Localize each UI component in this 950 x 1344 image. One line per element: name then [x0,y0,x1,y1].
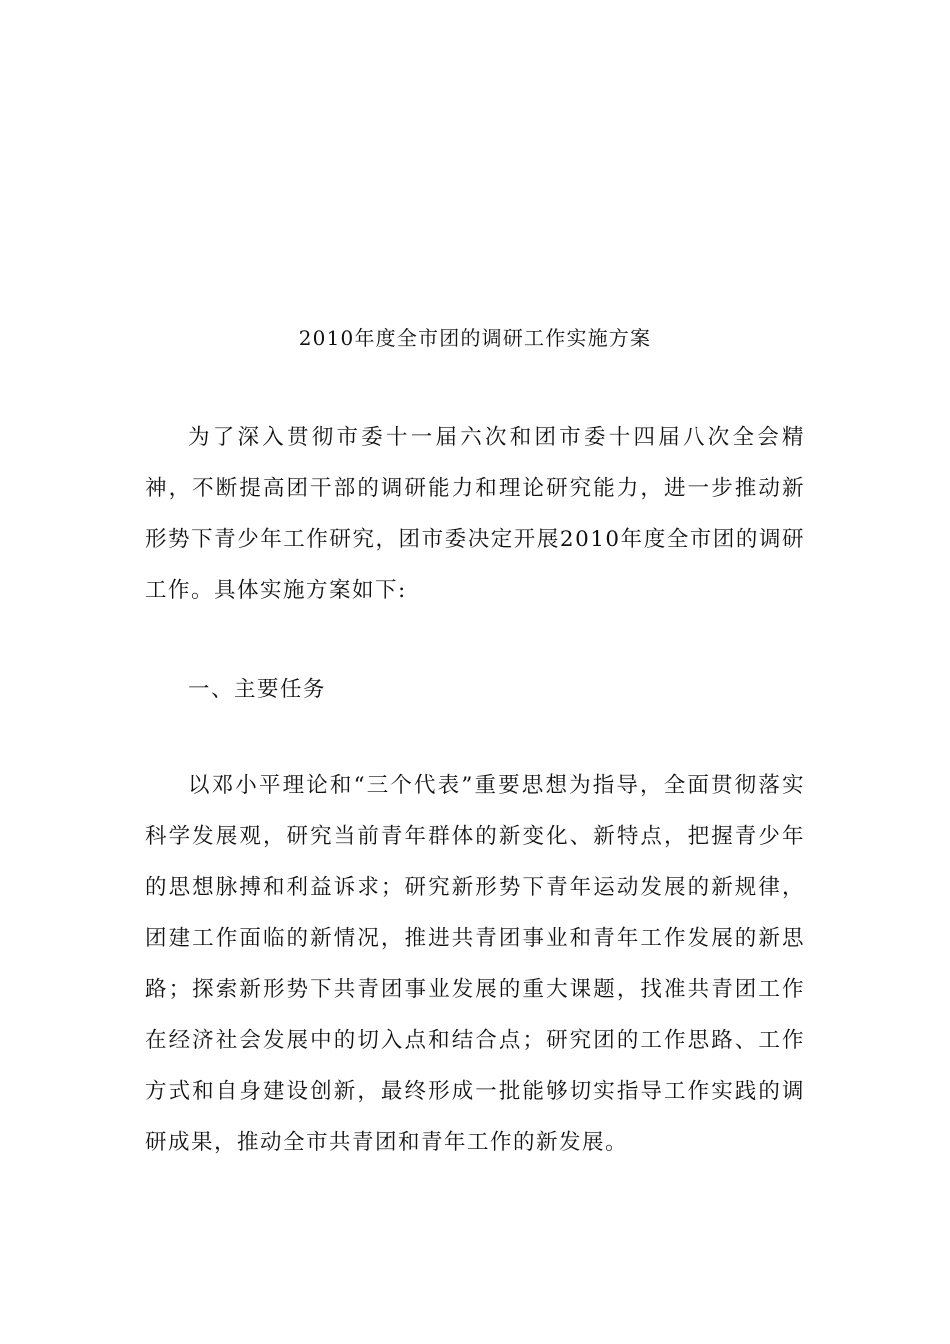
main-tasks-paragraph: 以邓小平理论和“三个代表”重要思想为指导，全面贯彻落实科学发展观，研究当前青年群体的新变化、新特点，把握青少年的思想脉搏和利益诉求；研究新形势下青年运动发展的新规律，团建工作面临的新情况，推进共青团事业和青年工作发展的新思路；探索新形势下共青团事业发展的重大课题，找准共青团工作在经济社会发展中的切入点和结合点；研究团的工作思路、工作方式和自身建设创新，最终形成一批能够切实指导工作实践的调研成果，推动全市共青团和青年工作的新发展。 [145,773,805,1155]
intro-paragraph: 为了深入贯彻市委十一届六次和团市委十四届八次全会精神，不断提高团干部的调研能力和理论研究能力，进一步推动新形势下青少年工作研究，团市委决定开展2010年度全市团的调研工作。具体实施方案如下: [145,425,805,603]
document-title: 2010年度全市团的调研工作实施方案 [298,326,652,350]
section-heading-main-tasks: 一、主要任务 [188,677,327,702]
